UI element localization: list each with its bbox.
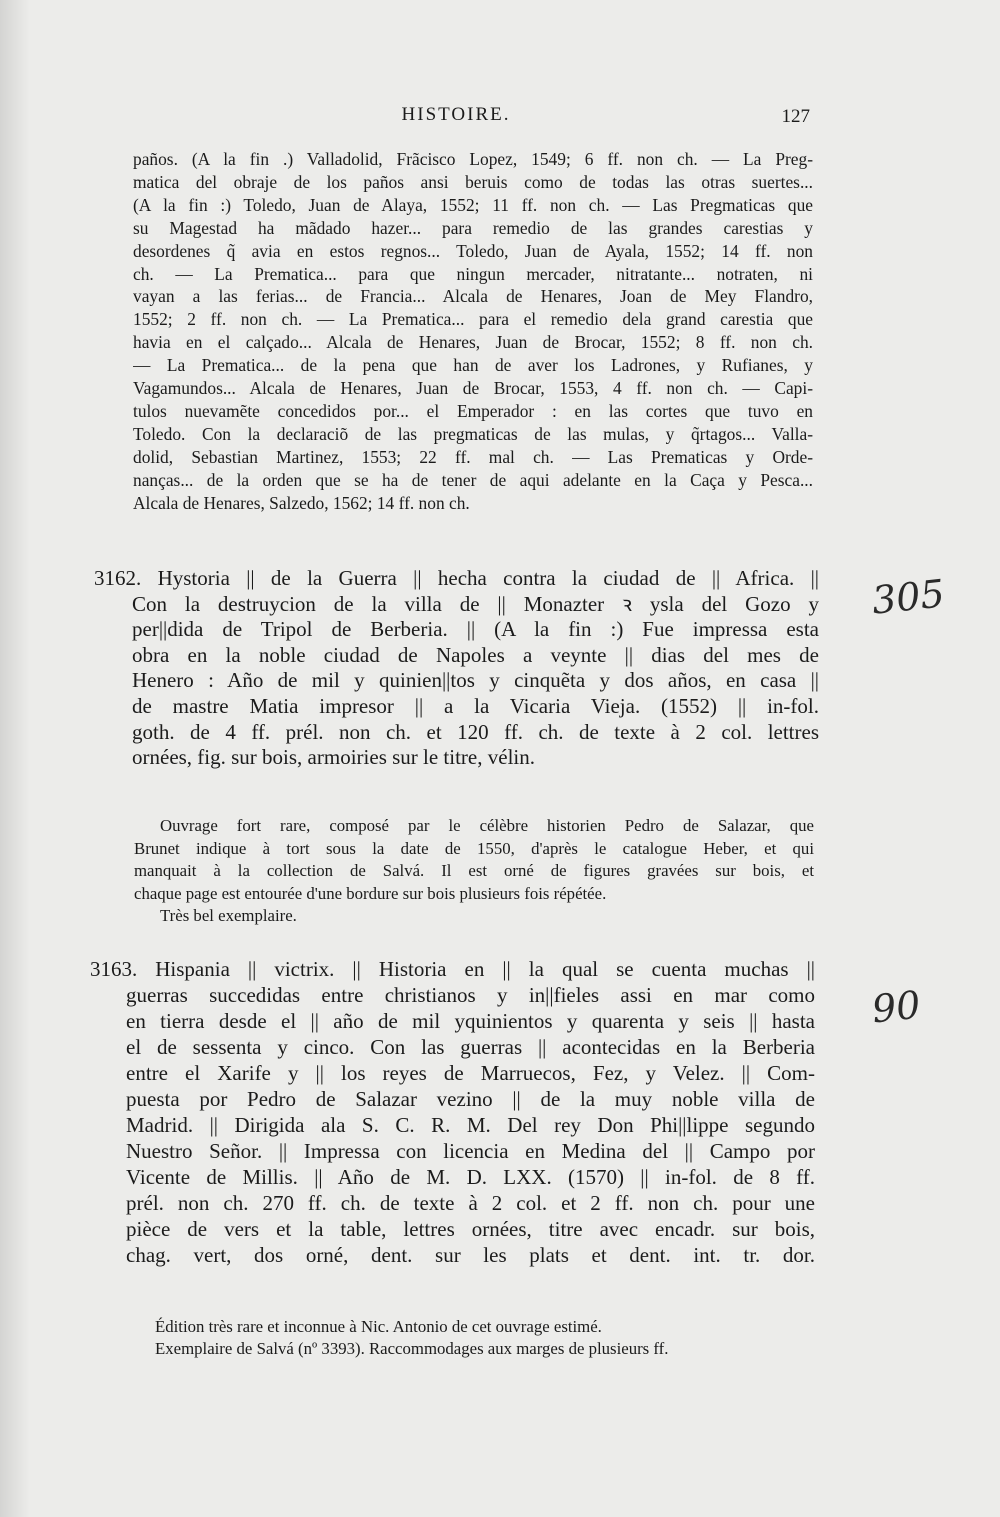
text-line: Toledo. Con la declaraciõ de las pregmaticas de las mulas, y q̃rtagos... Valla- xyxy=(133,423,813,444)
text-line: Vicente de Millis. || Año de M. D. LXX. (1570) || in-fol. de 8 ff. xyxy=(126,1165,815,1189)
note-line: Ouvrage fort rare, composé par le célèbre historien Pedro de Salazar, que xyxy=(160,816,814,835)
note-line: Exemplaire de Salvá (nº 3393). Raccommodages aux marges de plusieurs ff. xyxy=(155,1339,669,1358)
text-line: pièce de vers et la table, lettres ornées, titre avec encadr. sur bois, xyxy=(126,1217,815,1241)
text-line: paños. (A la fin .) Valladolid, Frãcisco Lopez, 1549; 6 ff. non ch. — La Preg- xyxy=(133,149,813,169)
page-number: 127 xyxy=(781,106,810,127)
text-line: prél. non ch. 270 ff. ch. de texte à 2 col. et 2 ff. non ch. pour une xyxy=(126,1191,815,1215)
text-line: guerras succedidas entre christianos y in||fieles assi en mar como xyxy=(126,983,815,1007)
scan-edge-shadow xyxy=(0,0,30,1517)
text-line: tulos nuevamẽte concedidos por... el Emperador : en las cortes que tuvo en xyxy=(133,400,813,421)
entry-3162-note xyxy=(134,815,814,928)
text-line: obra en la noble ciudad de Napoles a veynte || dias del mes de xyxy=(132,642,819,667)
text-line: desordenes q̃ avia en estos regnos... Toledo, Juan de Ayala, 1552; 14 ff. non xyxy=(133,240,813,261)
text-line: de mastre Matia impresor || a la Vicaria Vieja. (1552) || in-fol. xyxy=(132,693,819,718)
text-line: per||dida de Tripol de Berberia. || (A la fin :) Fue impressa esta xyxy=(132,617,819,642)
text-line: Madrid. || Dirigida ala S. C. R. M. Del rey Don Phi||lippe segundo xyxy=(126,1113,815,1137)
text-line: matica del obraje de los paños ansi beruis como de todas las otras suertes... xyxy=(133,171,813,192)
text-line: Nuestro Señor. || Impressa con licencia en Medina del || Campo por xyxy=(126,1139,815,1163)
text-line: ornées, fig. sur bois, armoiries sur le titre, vélin. xyxy=(132,745,535,770)
note-line: manquait à la collection de Salvá. Il est orné de figures gravées sur bois, et xyxy=(134,861,814,881)
entry-heading: 3162. Hystoria || de la Guerra || hecha contra la ciudad de || Africa. || xyxy=(94,566,819,590)
text-line: goth. de 4 ff. prél. non ch. et 120 ff. ch. de texte à 2 col. lettres xyxy=(132,719,819,744)
text-line: vayan a las ferias... de Francia... Alcala de Henares, Joan de Mey Flandro, xyxy=(133,286,813,307)
handwritten-price-3162: 305 xyxy=(869,571,947,623)
running-head xyxy=(0,104,1000,128)
note-line: Brunet indique à tort sous la date de 1550, d'après le catalogue Heber, et qui xyxy=(134,838,814,858)
text-line: Con la destruycion de la villa de || Monazter ꝛ ysla del Gozo y xyxy=(132,591,819,616)
text-line: su Magestad ha mãdado hazer... para remedio de las grandes carestias y xyxy=(133,217,813,238)
entry-3161-continuation xyxy=(133,148,813,515)
text-line: Henero : Año de mil y quinien||tos y cinquẽta y dos años, en casa || xyxy=(132,668,819,693)
text-line: chag. vert, dos orné, dent. sur les plats et dent. int. tr. dor. xyxy=(126,1243,815,1267)
text-line: Vagamundos... Alcala de Henares, Juan de Brocar, 1553, 4 ff. non ch. — Capi- xyxy=(133,378,813,399)
entry-heading: 3163. Hispania || victrix. || Historia en || la qual se cuenta muchas || xyxy=(90,957,815,981)
text-line: (A la fin :) Toledo, Juan de Alaya, 1552; 11 ff. non ch. — Las Pregmaticas que xyxy=(133,194,813,215)
running-title: HISTOIRE. xyxy=(401,104,511,125)
handwritten-price-3163: 90 xyxy=(869,982,923,1032)
text-line: — La Prematica... de la pena que han de aver los Ladrones, y Rufianes, y xyxy=(133,355,813,376)
text-line: Alcala de Henares, Salzedo, 1562; 14 ff. non ch. xyxy=(133,492,470,513)
text-line: dolid, Sebastian Martinez, 1553; 22 ff. mal ch. — Las Prematicas y Orde- xyxy=(133,446,813,467)
text-line: en tierra desde el || año de mil yquinientos y quarenta y seis || hasta xyxy=(126,1009,815,1033)
text-line: puesta por Pedro de Salazar vezino || de la muy noble villa de xyxy=(126,1087,815,1111)
note-line: chaque page est entourée d'une bordure sur bois plusieurs fois répétée. xyxy=(134,883,607,903)
text-line: havia en el calçado... Alcala de Henares, Juan de Brocar, 1552; 8 ff. non ch. xyxy=(133,332,813,353)
note-line: Très bel exemplaire. xyxy=(160,906,297,926)
text-line: nanças... de la orden que se ha de tener de aqui adelante en la Caça y Pesca... xyxy=(133,469,813,490)
note-line: Édition très rare et inconnue à Nic. Antonio de cet ouvrage estimé. xyxy=(155,1317,602,1336)
text-line: ch. — La Prematica... para que ningun mercader, nitratante... notraten, ni xyxy=(133,263,813,284)
text-line: 1552; 2 ff. non ch. — La Prematica... para el remedio dela grand carestia que xyxy=(133,309,813,330)
entry-3163-note xyxy=(155,1316,795,1360)
entry-3163 xyxy=(90,956,815,1268)
entry-3162 xyxy=(94,566,819,771)
text-line: el de sessenta y cinco. Con las guerras || acontecidas en la Berberia xyxy=(126,1035,815,1059)
text-line: entre el Xarife y || los reyes de Marruecos, Fez, y Velez. || Com- xyxy=(126,1061,815,1085)
